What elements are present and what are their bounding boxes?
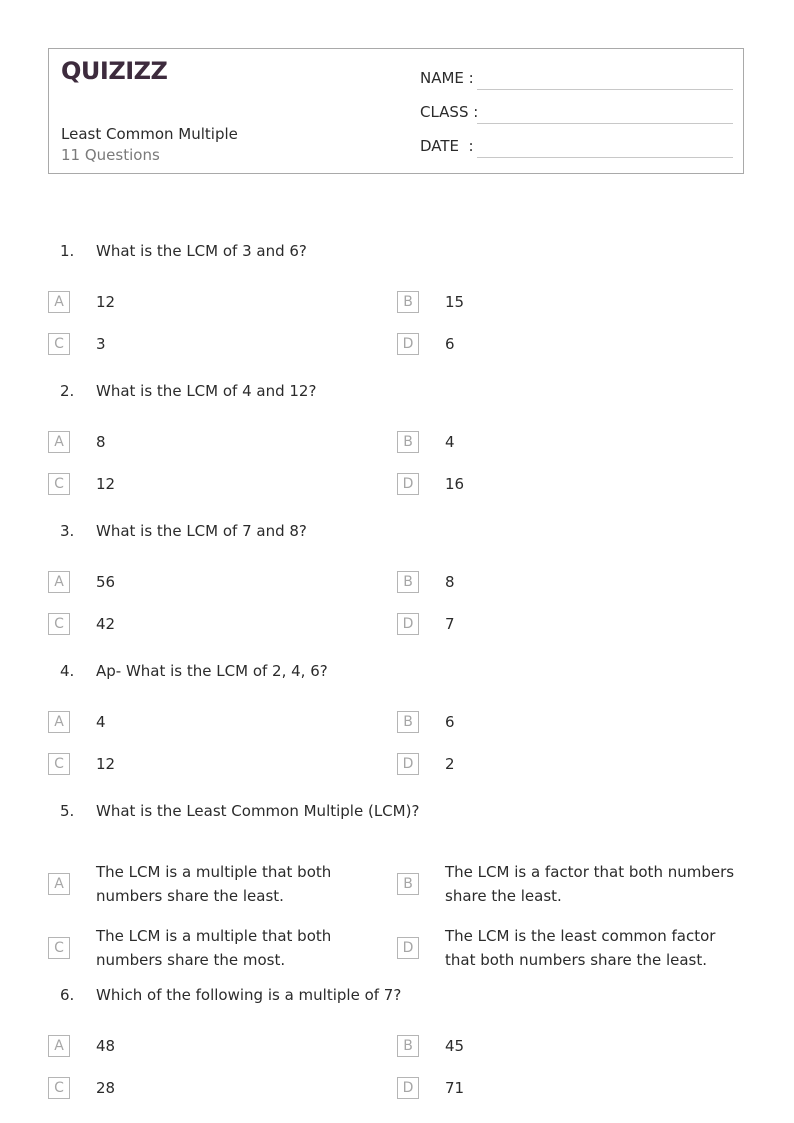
- option-letter-box[interactable]: B: [397, 431, 419, 453]
- option-text: The LCM is a multiple that both numbers share the least.: [96, 863, 332, 905]
- option-text: 42: [96, 615, 116, 633]
- option-letter-box[interactable]: C: [48, 473, 70, 495]
- option-text: 15: [445, 293, 465, 311]
- option-text: 6: [445, 335, 455, 353]
- option-text: 7: [445, 615, 455, 633]
- question-text: What is the LCM of 4 and 12?: [96, 382, 317, 400]
- worksheet-header: [48, 48, 744, 174]
- question-text: What is the Least Common Multiple (LCM)?: [96, 802, 420, 820]
- option-text: 48: [96, 1037, 116, 1055]
- option-text: 12: [96, 475, 116, 493]
- option-letter-box[interactable]: D: [397, 333, 419, 355]
- date-label: DATE :: [420, 137, 474, 155]
- class-label: CLASS :: [420, 103, 479, 121]
- option-letter-box[interactable]: A: [48, 571, 70, 593]
- question-number: 1.: [60, 242, 75, 260]
- question-number: 4.: [60, 662, 75, 680]
- question-number: 2.: [60, 382, 75, 400]
- option-letter-box[interactable]: B: [397, 571, 419, 593]
- option-text: 4: [96, 713, 106, 731]
- name-label: NAME :: [420, 69, 474, 87]
- option-letter-box[interactable]: B: [397, 711, 419, 733]
- option-text: 12: [96, 293, 116, 311]
- option-text: 8: [445, 573, 455, 591]
- option-letter-box[interactable]: D: [397, 937, 419, 959]
- option-text: 8: [96, 433, 106, 451]
- option-letter-box[interactable]: A: [48, 1035, 70, 1057]
- option-text: 56: [96, 573, 116, 591]
- option-letter-box[interactable]: C: [48, 1077, 70, 1099]
- option-text: 16: [445, 475, 465, 493]
- option-letter-box[interactable]: C: [48, 753, 70, 775]
- option-letter-box[interactable]: B: [397, 291, 419, 313]
- option-text: 12: [96, 755, 116, 773]
- question-text: What is the LCM of 7 and 8?: [96, 522, 307, 540]
- question-number: 5.: [60, 802, 75, 820]
- option-text: 28: [96, 1079, 116, 1097]
- option-letter-box[interactable]: D: [397, 473, 419, 495]
- option-text: The LCM is the least common factor that both numbers share the least.: [445, 927, 716, 969]
- option-letter-box[interactable]: A: [48, 711, 70, 733]
- question-number: 6.: [60, 986, 75, 1004]
- option-letter-box[interactable]: B: [397, 1035, 419, 1057]
- question-text: Ap- What is the LCM of 2, 4, 6?: [96, 662, 328, 680]
- option-text: The LCM is a factor that both numbers share the least.: [445, 863, 735, 905]
- option-letter-box[interactable]: D: [397, 1077, 419, 1099]
- question-text: Which of the following is a multiple of 7?: [96, 986, 402, 1004]
- option-text: 6: [445, 713, 455, 731]
- option-text: 3: [96, 335, 106, 353]
- worksheet-title: Least Common Multiple: [61, 125, 238, 143]
- option-letter-box[interactable]: A: [48, 291, 70, 313]
- class-line: [477, 123, 733, 124]
- quizizz-logo: QUIZIZZ: [61, 57, 168, 85]
- question-number: 3.: [60, 522, 75, 540]
- option-letter-box[interactable]: C: [48, 333, 70, 355]
- option-letter-box[interactable]: A: [48, 873, 70, 895]
- option-text: 71: [445, 1079, 465, 1097]
- option-letter-box[interactable]: A: [48, 431, 70, 453]
- option-letter-box[interactable]: C: [48, 613, 70, 635]
- option-text: 45: [445, 1037, 465, 1055]
- option-letter-box[interactable]: D: [397, 753, 419, 775]
- name-line: [477, 89, 733, 90]
- date-line: [477, 157, 733, 158]
- option-letter-box[interactable]: B: [397, 873, 419, 895]
- option-text: 2: [445, 755, 455, 773]
- option-text: 4: [445, 433, 455, 451]
- question-text: What is the LCM of 3 and 6?: [96, 242, 307, 260]
- option-text: The LCM is a multiple that both numbers share the most.: [96, 927, 332, 969]
- option-letter-box[interactable]: C: [48, 937, 70, 959]
- option-letter-box[interactable]: D: [397, 613, 419, 635]
- question-count: 11 Questions: [61, 146, 160, 164]
